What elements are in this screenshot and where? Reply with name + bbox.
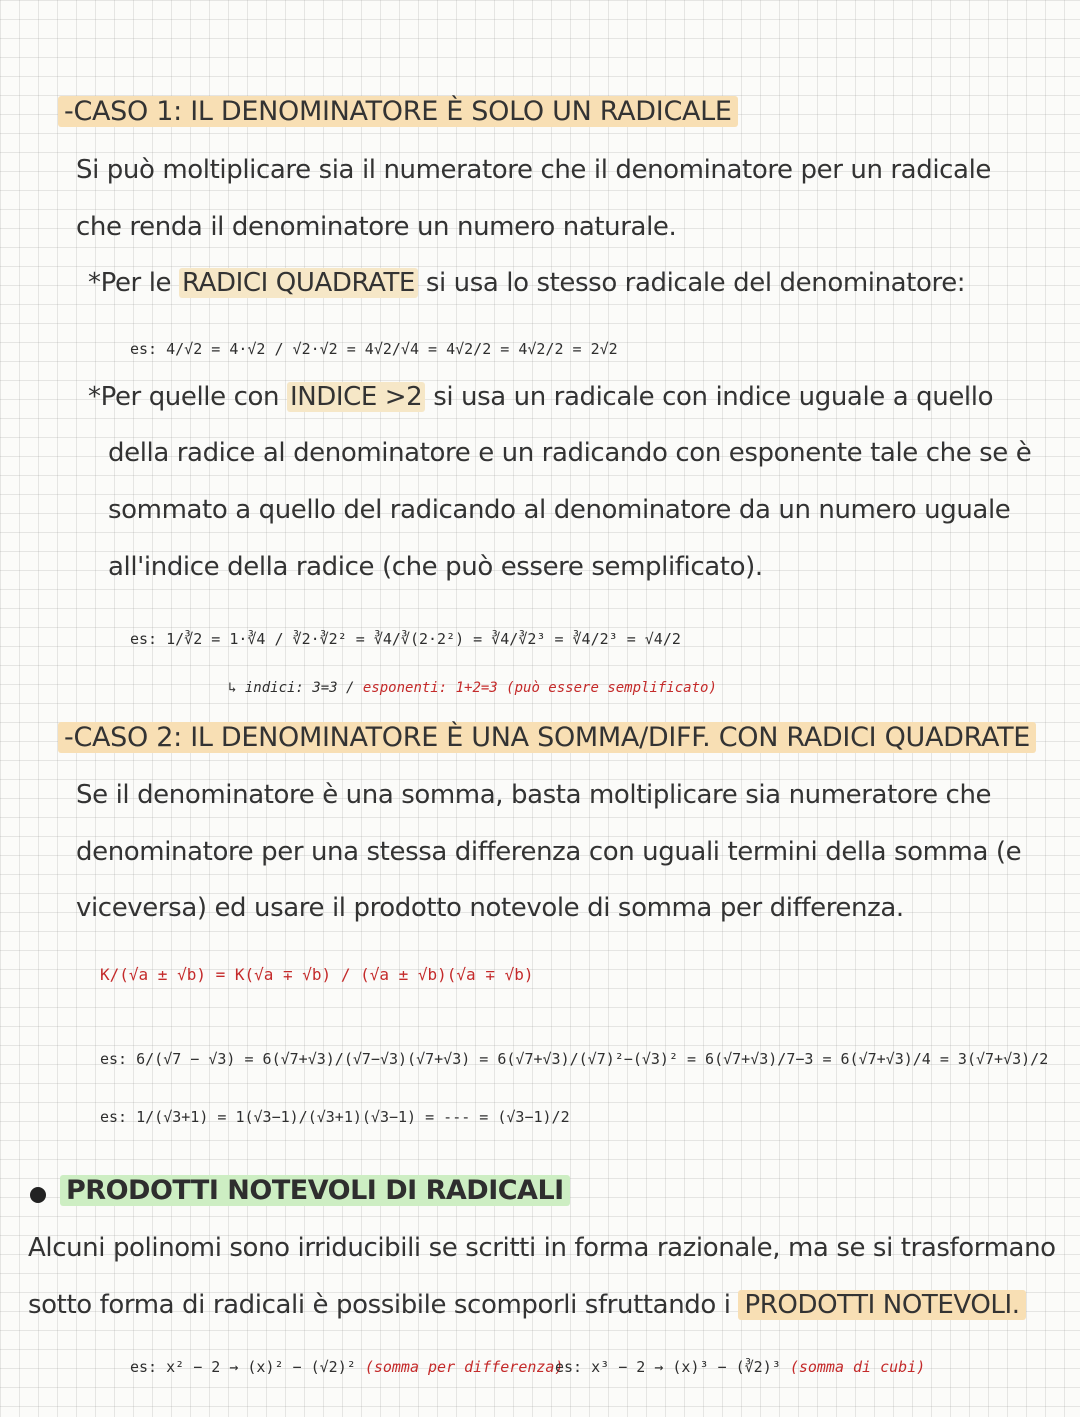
square-roots-rule: *Per le RADICI QUADRATE si usa lo stesso radicale del denominatore: [88,268,966,298]
index-rule-line2: della radice al denominatore e un radicando con esponente tale che se è [108,438,1032,468]
index-highlight: INDICE >2 [287,382,425,412]
caso2-general-formula: K/(√a ± √b) = K(√a ∓ √b) / (√a ± √b)(√a ∓ √b) [100,965,534,984]
index-rule-line3: sommato a quello del radicando al denominatore da un numero uguale [108,495,1011,525]
index-rule-line4: all'indice della radice (che può essere semplificato). [108,552,763,582]
caso2-heading: -CASO 2: IL DENOMINATORE È UNA SOMMA/DIFF. CON RADICI QUADRATE [58,722,1036,753]
caso1-heading: -CASO 1: IL DENOMINATORE È SOLO UN RADICALE [58,96,738,127]
prodotti-paragraph-line1: Alcuni polinomi sono irriducibili se scritti in forma razionale, ma se si trasformano [28,1233,1056,1263]
caso2-example-1: es: 6/(√7 − √3) = 6(√7+√3)/(√7−√3)(√7+√3) = 6(√7+√3)/(√7)²−(√3)² = 6(√7+√3)/7−3 = 6(√7+√3)/4 = 3(√7+√3)/2 [100,1050,1049,1068]
prodotti-paragraph-line2: sotto forma di radicali è possibile scomporli sfruttando i PRODOTTI NOTEVOLI. [28,1290,1026,1320]
bullet-icon [30,1187,46,1203]
index-rule-line1: *Per quelle con INDICE >2 si usa un radicale con indice uguale a quello [88,382,994,412]
prodotti-notevoli-highlight: PRODOTTI NOTEVOLI. [738,1290,1025,1320]
prodotti-example-b: es: x³ − 2 → (x)³ − (∛2)³ (somma di cubi) [555,1358,926,1376]
caso1-example-2: es: 1/∛2 = 1·∛4 / ∛2·∛2² = ∛4/∛(2·2²) = ∛4/∛2³ = ∛4/2³ = √4/2 [130,630,681,648]
caso2-example-2: es: 1/(√3+1) = 1(√3−1)/(√3+1)(√3−1) = --- = (√3−1)/2 [100,1108,570,1126]
prodotti-example-a: es: x² − 2 → (x)² − (√2)² (somma per differenza) [130,1358,564,1376]
caso1-paragraph-line2: che renda il denominatore un numero naturale. [76,212,677,242]
caso1-example-2-note: ↳ indici: 3=3 / esponenti: 1+2=3 (può essere semplificato) [228,680,717,696]
prodotti-heading: PRODOTTI NOTEVOLI DI RADICALI [30,1175,570,1206]
caso2-paragraph-line3: viceversa) ed usare il prodotto notevole di somma per differenza. [76,893,904,923]
caso2-paragraph-line1: Se il denominatore è una somma, basta moltiplicare sia numeratore che [76,780,992,810]
caso1-paragraph-line1: Si può moltiplicare sia il numeratore che il denominatore per un radicale [76,155,991,185]
caso1-example-1: es: 4/√2 = 4·√2 / √2·√2 = 4√2/√4 = 4√2/2 = 4√2/2 = 2√2 [130,340,618,358]
caso2-paragraph-line2: denominatore per una stessa differenza con uguali termini della somma (e [76,837,1022,867]
arrow-icon: ↳ [228,680,245,696]
square-roots-highlight: RADICI QUADRATE [179,268,418,298]
